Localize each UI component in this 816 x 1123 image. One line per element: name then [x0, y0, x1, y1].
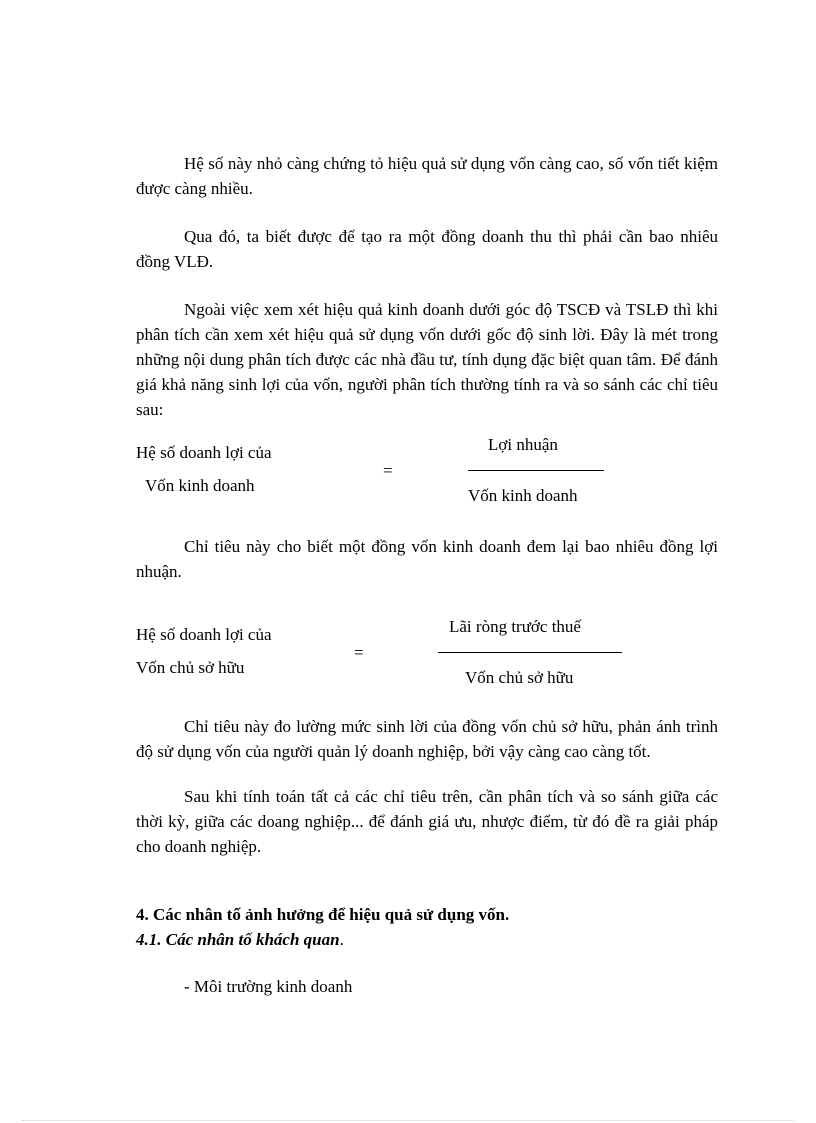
formula-1-equals: =	[383, 461, 393, 480]
formula-2-denominator: Vốn chủ sở hữu	[465, 668, 574, 687]
formula-1-numerator: Lợi nhuận	[488, 435, 558, 454]
formula-2-label-line-2: Vốn chủ sở hữu	[136, 658, 245, 677]
paragraph-6: Sau khi tính toán tất cả các chỉ tiêu trên, cần phân tích và so sánh giữa các thời kỳ, giữa các doang nghiệp... để đánh giá ưu, nhược điểm, từ đó đề ra giải pháp cho doanh nghiệp.	[136, 787, 718, 856]
formula-1-label-line-1: Hệ số doanh lợi của	[136, 443, 272, 462]
formula-1-label-line-2: Vốn kinh doanh	[145, 476, 255, 495]
page-bottom-dotted-border	[22, 1120, 794, 1121]
paragraph-4: Chỉ tiêu này cho biết một đồng vốn kinh doanh đem lại bao nhiêu đồng lợi nhuận.	[136, 537, 718, 581]
list-item: - Môi trường kinh doanh	[184, 977, 353, 996]
subsection-heading	[136, 927, 718, 952]
section-4	[136, 902, 718, 999]
section-heading: 4. Các nhân tố ảnh hưởng để hiệu quả sử dụng vốn.	[136, 905, 510, 924]
paragraph-1: Hệ số này nhỏ càng chứng tỏ hiệu quả sử dụng vốn càng cao, số vốn tiết kiệm được càng nhiều.	[136, 154, 718, 198]
formula-2-fraction-bar	[438, 652, 622, 653]
paragraph-3: Ngoài việc xem xét hiệu quả kinh doanh dưới góc độ TSCĐ và TSLĐ thì khi phân tích cần xem xét hiệu quả sử dụng vốn dưới gốc độ sinh lời. Đây là mét trong những nội dung phân tích được các nhà đầu tư, tính dụng đặc biệt quan tâm. Để đánh giá khả năng sinh lợi của vốn, người phân tích thường tính ra và so sánh các chỉ tiêu sau:	[136, 300, 718, 419]
formula-2-numerator: Lãi ròng trước thuế	[449, 617, 581, 636]
formula-2-label-line-1: Hệ số doanh lợi của	[136, 625, 272, 644]
formula-2-equals: =	[354, 643, 364, 662]
subsection-heading-text: 4.1. Các nhân tố khách quan	[136, 930, 340, 949]
paragraph-2: Qua đó, ta biết được để tạo ra một đồng doanh thu thì phải cần bao nhiêu đồng VLĐ.	[136, 227, 718, 271]
formula-1-fraction-bar	[468, 470, 604, 471]
formula-business-capital	[136, 435, 718, 520]
subsection-heading-suffix: .	[339, 930, 344, 949]
document-page	[136, 151, 718, 1016]
paragraph-5: Chỉ tiêu này đo lường mức sinh lời của đồng vốn chủ sở hữu, phản ánh trình độ sử dụng vốn của người quản lý doanh nghiệp, bởi vậy càng cao càng tốt.	[136, 717, 718, 761]
formula-1-denominator: Vốn kinh doanh	[468, 486, 578, 505]
formula-equity	[136, 617, 718, 704]
